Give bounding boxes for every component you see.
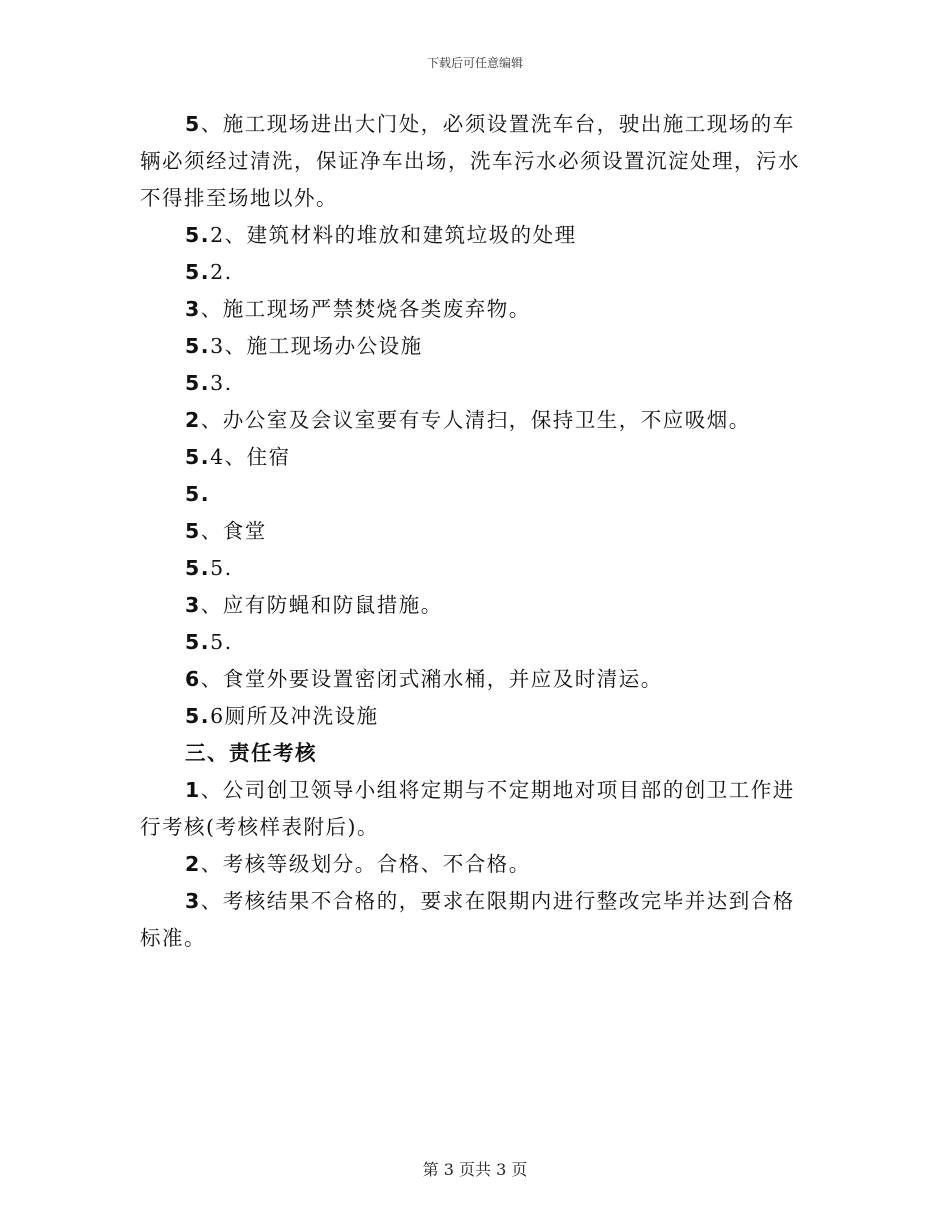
paragraph [140, 106, 812, 217]
item-number: 5. [185, 371, 211, 395]
item-number: 5 [185, 112, 201, 136]
paragraph-text: 、应有防蝇和防鼠措施。 [200, 593, 443, 617]
item-number: 6 [185, 667, 201, 691]
item-number: 5. [185, 334, 211, 358]
paragraph-text: 2、建筑材料的堆放和建筑垃圾的处理 [210, 223, 577, 247]
item-number: 3 [185, 297, 201, 321]
paragraph [140, 402, 812, 439]
paragraph-text: 3、施工现场办公设施 [210, 334, 423, 358]
item-number: 5 [185, 519, 201, 543]
item-number: 5. [185, 556, 211, 580]
paragraph [140, 476, 812, 513]
paragraph [140, 772, 812, 846]
paragraph-text: 、食堂 [200, 519, 267, 543]
paragraph [140, 217, 812, 254]
paragraph [140, 365, 812, 402]
item-number: 3 [185, 889, 201, 913]
paragraph-text: 、公司创卫领导小组将定期与不定期地对项目部的创卫工作进行考核(考核样表附后)。 [140, 778, 795, 839]
paragraph-text: 、考核结果不合格的，要求在限期内进行整改完毕并达到合格标准。 [140, 889, 795, 950]
paragraph-text: 、办公室及会议室要有专人清扫，保持卫生，不应吸烟。 [200, 408, 751, 432]
page-header: 下载后可任意编辑 [426, 56, 523, 70]
document-body [140, 106, 812, 957]
paragraph [140, 846, 812, 883]
paragraph-text: 2. [210, 260, 233, 284]
item-number: 1 [185, 778, 201, 802]
paragraph [140, 587, 812, 624]
paragraph-text: 3. [210, 371, 233, 395]
item-number: 5. [185, 260, 211, 284]
paragraph-text: 、考核等级划分。合格、不合格。 [200, 852, 531, 876]
section-heading: 三、责任考核 [185, 741, 317, 765]
paragraph-text: 5. [210, 630, 233, 654]
paragraph-text: 、施工现场严禁焚烧各类废弃物。 [200, 297, 531, 321]
paragraph [140, 291, 812, 328]
item-number: 5. [185, 223, 211, 247]
item-number: 3 [185, 593, 201, 617]
item-number: 5. [185, 704, 211, 728]
paragraph [140, 439, 812, 476]
paragraph-text: 、食堂外要设置密闭式潲水桶，并应及时清运。 [200, 667, 663, 691]
paragraph [140, 661, 812, 698]
item-number: 2 [185, 408, 201, 432]
item-number: 5. [185, 482, 211, 506]
paragraph-text: 5. [210, 556, 233, 580]
item-number: 5. [185, 445, 211, 469]
paragraph-text: 、施工现场进出大门处，必须设置洗车台，驶出施工现场的车辆必须经过清洗，保证净车出场，洗车污水必须设置沉淀处理，污水不得排至场地以外。 [140, 112, 800, 210]
paragraph [140, 883, 812, 957]
item-number: 5. [185, 630, 211, 654]
paragraph [140, 513, 812, 550]
paragraph [140, 550, 812, 587]
paragraph [140, 698, 812, 735]
paragraph [140, 254, 812, 291]
paragraph [140, 624, 812, 661]
paragraph-text: 4、住宿 [210, 445, 291, 469]
paragraph-text: 6厕所及冲洗设施 [210, 704, 379, 728]
paragraph [140, 328, 812, 365]
item-number: 2 [185, 852, 201, 876]
page-footer: 第 3 页共 3 页 [422, 1160, 528, 1179]
